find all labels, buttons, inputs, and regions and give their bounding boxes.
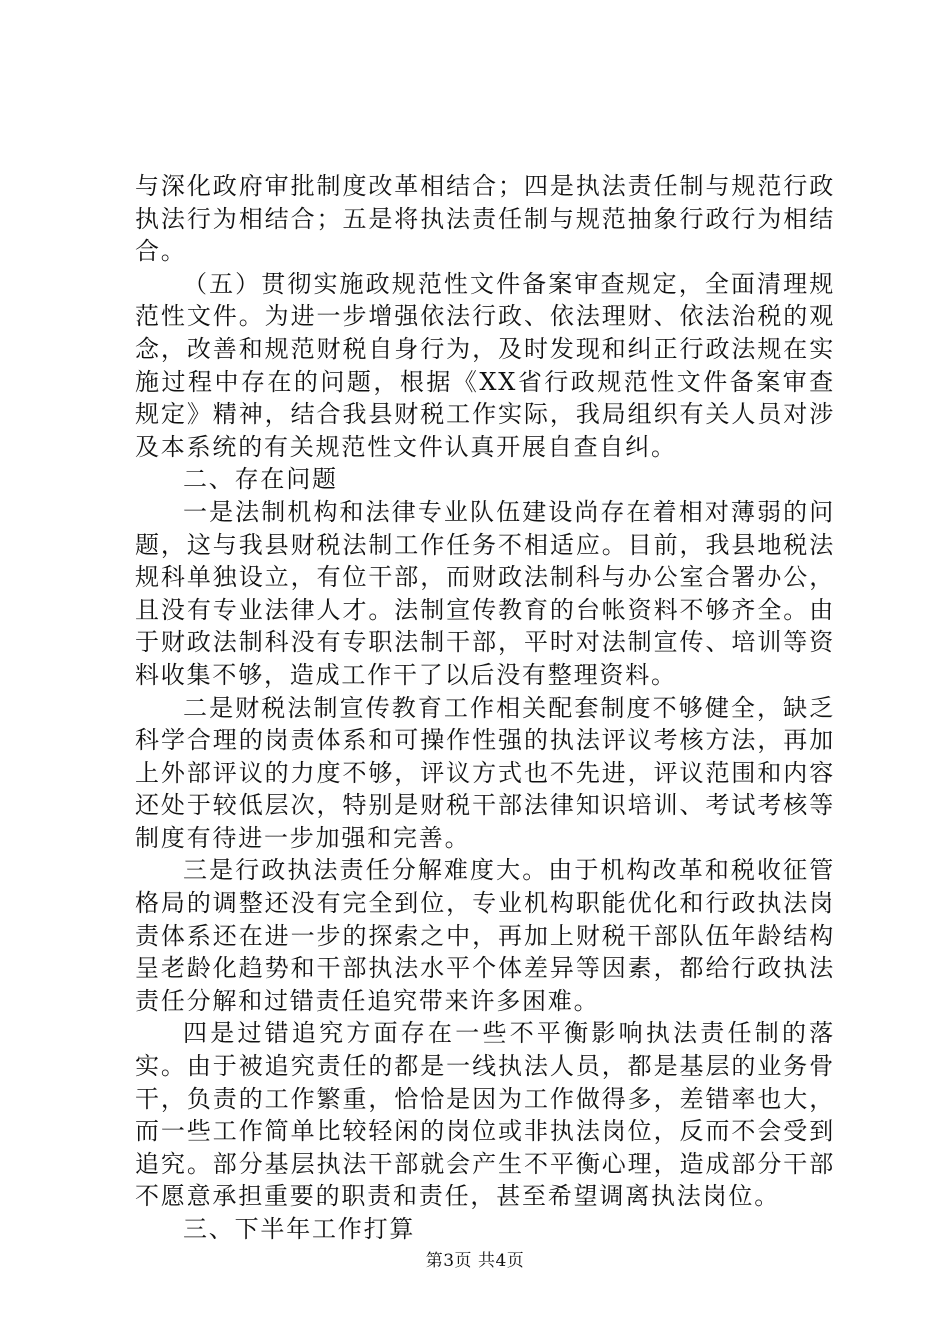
paragraph-section-five: （五）贯彻实施政规范性文件备案审查规定，全面清理规范性文件。为进一步增强依法行政、依法理财、依法治税的观念，改善和规范财税自身行为，及时发现和纠正行政法规在实施过程中存在的问题，根据《XX省行政规范性文件备案审查规定》精神，结合我县财税工作实际，我局组织有关人员对涉及本系统的有关规范性文件认真开展自查自纠。 [135, 269, 835, 461]
heading-second-half-plan: 三、下半年工作打算 [183, 1215, 416, 1243]
paragraph-problem-one: 一是法制机构和法律专业队伍建设尚存在着相对薄弱的问题，这与我县财税法制工作任务不相适应。目前，我县地税法规科单独设立，有位干部，而财政法制科与办公室合署办公，且没有专业法律人才。法制宣传教育的台帐资料不够齐全。由于财政法制科没有专职法制干部，平时对法制宣传、培训等资料收集不够，造成工作干了以后没有整理资料。 [135, 497, 835, 689]
page-footer: 第3页 共4页 [425, 1251, 525, 1271]
paragraph-problem-four: 四是过错追究方面存在一些不平衡影响执法责任制的落实。由于被追究责任的都是一线执法人员，都是基层的业务骨干，负责的工作繁重，恰恰是因为工作做得多，差错率也大，而一些工作简单比较轻闲的岗位或非执法岗位，反而不会受到追究。部分基层执法干部就会产生不平衡心理，造成部分干部不愿意承担重要的职责和责任，甚至希望调离执法岗位。 [135, 1019, 835, 1211]
heading-existing-problems: 二、存在问题 [183, 465, 338, 494]
paragraph-continuation: 与深化政府审批制度改革相结合；四是执法责任制与规范行政执法行为相结合；五是将执法责任制与规范抽象行政行为相结合。 [135, 172, 835, 266]
document-body [135, 170, 835, 1246]
paragraph-problem-three: 三是行政执法责任分解难度大。由于机构改革和税收征管格局的调整还没有完全到位，专业机构职能优化和行政执法岗责体系还在进一步的探索之中，再加上财税干部队伍年龄结构呈老龄化趋势和干部执法水平个体差异等因素，都给行政执法责任分解和过错责任追究带来许多困难。 [135, 856, 835, 1015]
paragraph-problem-two: 二是财税法制宣传教育工作相关配套制度不够健全，缺乏科学合理的岗责体系和可操作性强的执法评议考核方法，再加上外部评议的力度不够，评议方式也不先进，评议范围和内容还处于较低层次，特别是财税干部法律知识培训、考试考核等制度有待进一步加强和完善。 [135, 693, 835, 852]
